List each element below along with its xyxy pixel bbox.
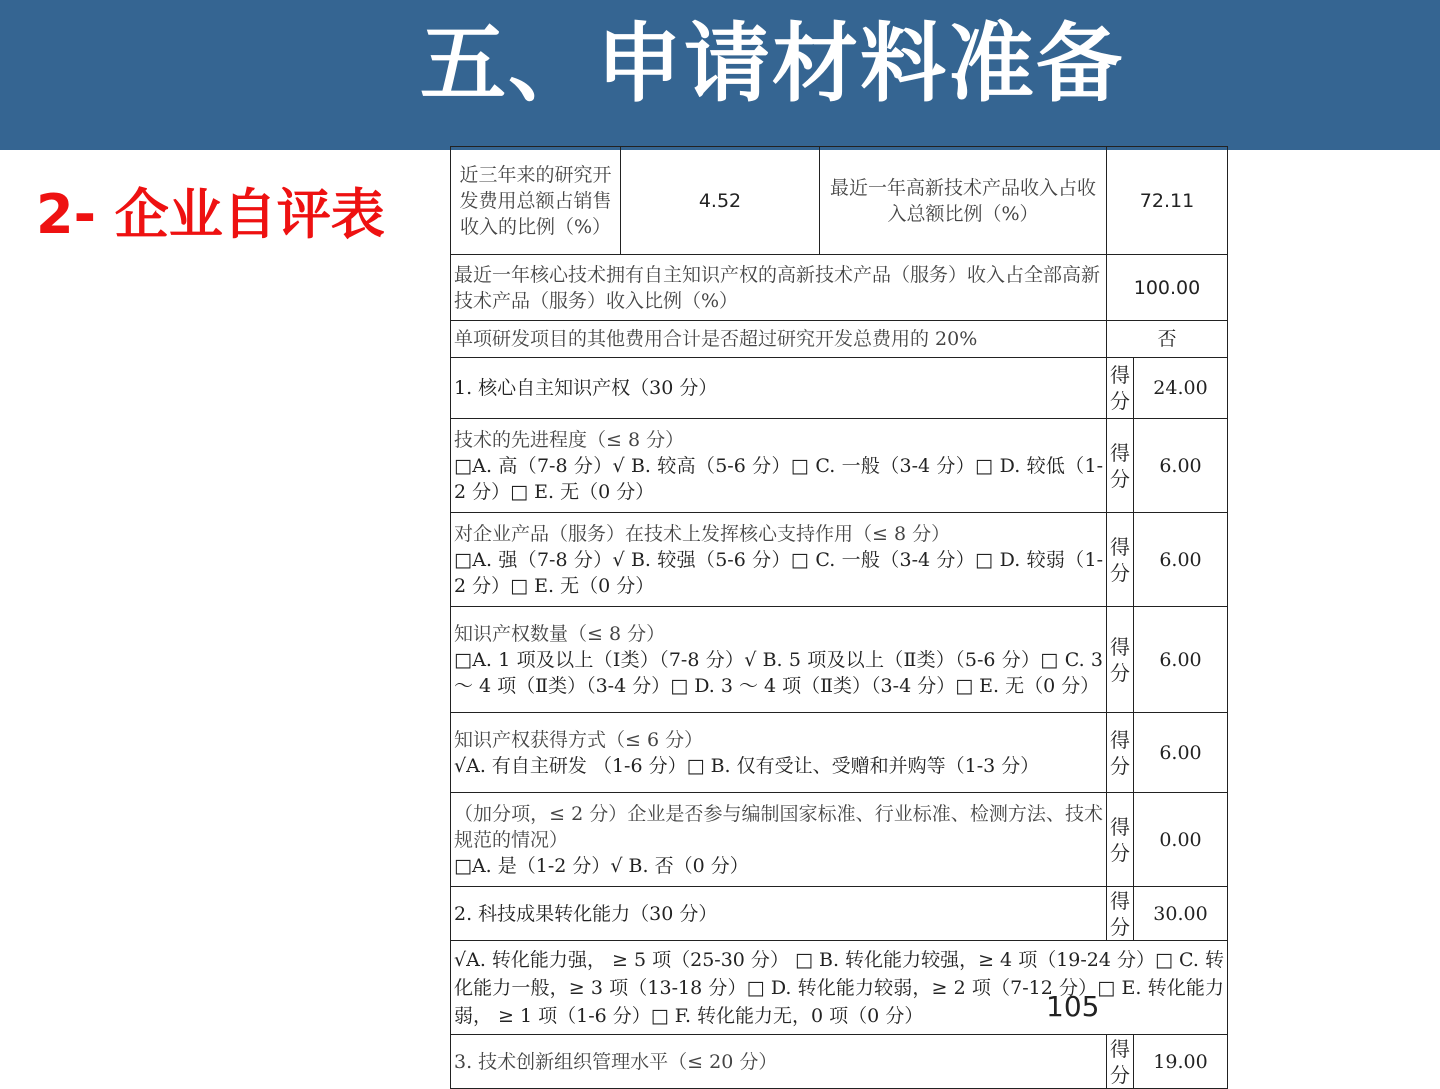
self-evaluation-table (450, 146, 1228, 1089)
header-bar (0, 0, 1440, 150)
score-label: 得分 (1107, 887, 1134, 941)
criterion-title: 对企业产品（服务）在技术上发挥核心支持作用（≤ 8 分） (454, 522, 951, 545)
score-label: 得分 (1107, 793, 1134, 887)
criterion-title: 技术的先进程度（≤ 8 分） (454, 428, 685, 451)
criterion-options: □A. 强（7-8 分）√ B. 较强（5-6 分）□ C. 一般（3-4 分）□ D. 较弱（1-2 分）□ E. 无（0 分） (454, 548, 1103, 597)
rd-ratio-label: 近三年来的研究开发费用总额占销售收入的比例（%） (451, 147, 621, 255)
hitech-income-ratio-value: 72.11 (1107, 147, 1228, 255)
self-evaluation-table-wrap (450, 146, 1227, 1089)
score-value: 6.00 (1134, 513, 1228, 607)
score-label: 得分 (1107, 513, 1134, 607)
table-row (451, 255, 1228, 321)
table-row (451, 513, 1228, 607)
section-title: 3. 技术创新组织管理水平（≤ 20 分） (451, 1035, 1107, 1089)
criterion-title: 知识产权获得方式（≤ 6 分） (454, 728, 704, 751)
page-number: 105 (1046, 990, 1100, 1023)
score-label: 得分 (1107, 1035, 1134, 1089)
hitech-income-ratio-label: 最近一年高新技术产品收入占收入总额比例（%） (820, 147, 1107, 255)
criterion-cell (451, 607, 1107, 713)
score-value: 6.00 (1134, 713, 1228, 793)
score-value: 30.00 (1134, 887, 1228, 941)
table-row (451, 358, 1228, 419)
table-row (451, 607, 1228, 713)
criterion-title: 知识产权数量（≤ 8 分） (454, 622, 666, 645)
criterion-options: □A. 1 项及以上（Ⅰ类）（7-8 分）√ B. 5 项及以上（Ⅱ类）（5-6 分）□ C. 3 ～ 4 项（Ⅱ类）（3-4 分）□ D. 3 ～ 4 项（Ⅱ类）（3-4 分）□ E. 无（0 分） (454, 648, 1103, 697)
table-row (451, 147, 1228, 255)
criterion-options: □A. 高（7-8 分）√ B. 较高（5-6 分）□ C. 一般（3-4 分）□ D. 较低（1-2 分）□ E. 无（0 分） (454, 454, 1103, 503)
section-label: 2- 企业自评表 (36, 183, 385, 246)
score-label: 得分 (1107, 419, 1134, 513)
core-ip-income-ratio-label: 最近一年核心技术拥有自主知识产权的高新技术产品（服务）收入占全部高新技术产品（服务）收入比例（%） (451, 255, 1107, 321)
score-label: 得分 (1107, 358, 1134, 419)
table-row (451, 713, 1228, 793)
section-title: 1. 核心自主知识产权（30 分） (451, 358, 1107, 419)
other-cost-label: 单项研发项目的其他费用合计是否超过研究开发总费用的 20% (451, 321, 1107, 358)
score-value: 0.00 (1134, 793, 1228, 887)
criterion-title: （加分项，≤ 2 分）企业是否参与编制国家标准、行业标准、检测方法、技术规范的情况） (454, 802, 1103, 851)
score-value: 24.00 (1134, 358, 1228, 419)
criterion-cell (451, 513, 1107, 607)
score-label: 得分 (1107, 607, 1134, 713)
criterion-options: □A. 是（1-2 分）√ B. 否（0 分） (454, 854, 749, 877)
section-title: 2. 科技成果转化能力（30 分） (451, 887, 1107, 941)
table-row (451, 941, 1228, 1035)
table-row (451, 419, 1228, 513)
table-row (451, 1035, 1228, 1089)
score-value: 6.00 (1134, 419, 1228, 513)
page-title: 五、申请材料准备 (420, 14, 1124, 114)
table-row (451, 321, 1228, 358)
criterion-cell (451, 793, 1107, 887)
table-row (451, 793, 1228, 887)
score-label: 得分 (1107, 713, 1134, 793)
criterion-cell (451, 713, 1107, 793)
conversion-options: √A. 转化能力强， ≥ 5 项（25-30 分） □ B. 转化能力较强，≥ 4 项（19-24 分）□ C. 转化能力一般，≥ 3 项（13-18 分）□ D. 转化能力较弱，≥ 2 项（7-12 分）□ E. 转化能力弱， ≥ 1 项（1-6 分）□ F. 转化能力无，0 项（0 分） (451, 941, 1228, 1035)
score-value: 19.00 (1134, 1035, 1228, 1089)
other-cost-value: 否 (1107, 321, 1228, 358)
table-row (451, 887, 1228, 941)
rd-ratio-value: 4.52 (621, 147, 820, 255)
core-ip-income-ratio-value: 100.00 (1107, 255, 1228, 321)
criterion-cell (451, 419, 1107, 513)
criterion-options: √A. 有自主研发 （1-6 分）□ B. 仅有受让、受赠和并购等（1-3 分） (454, 754, 1040, 777)
score-value: 6.00 (1134, 607, 1228, 713)
